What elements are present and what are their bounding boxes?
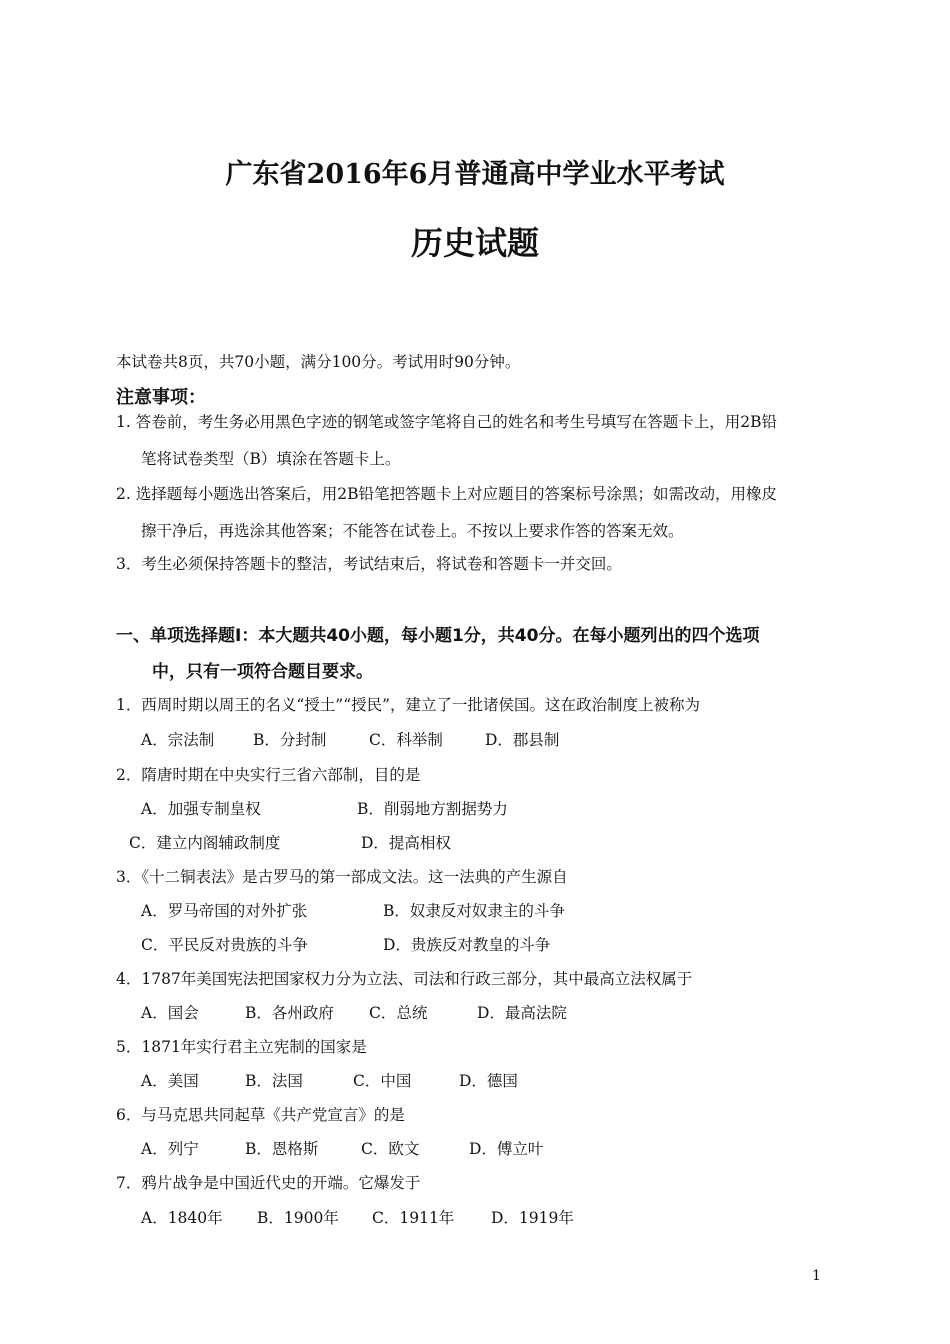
question-5-option-d: D．德国 [459,1072,518,1090]
question-6-option-a: A．列宁 [141,1140,199,1158]
question-4-option-a: A．国会 [141,1004,199,1022]
question-1-option-c: C．科举制 [369,731,443,749]
exam-title: 广东省2016年6月普通高中学业水平考试 [225,159,725,190]
question-2-option-a: A．加强专制皇权 [141,800,261,818]
question-2-stem: 2．隋唐时期在中央实行三省六部制，目的是 [116,766,421,784]
question-2-option-b: B．削弱地方割据势力 [357,800,508,818]
section-heading-line1: 一、单项选择题Ⅰ：本大题共40小题，每小题1分，共40分。在每小题列出的四个选项 [116,626,760,646]
intro-text: 本试卷共8页，共70小题，满分100分。考试用时90分钟。 [116,353,521,371]
question-4-option-d: D．最高法院 [477,1004,567,1022]
question-7-option-a: A．1840年 [141,1209,223,1227]
question-6-option-c: C．欧文 [361,1140,420,1158]
question-6-option-b: B．恩格斯 [245,1140,319,1158]
question-4-option-b: B．各州政府 [245,1004,334,1022]
notice-item-3: 3．考生必须保持答题卡的整洁，考试结束后，将试卷和答题卡一并交回。 [116,555,622,573]
notice-item-2-line2: 擦干净后，再选涂其他答案；不能答在试卷上。不按以上要求作答的答案无效。 [141,522,684,540]
notice-item-2-line1: 2. 选择题每小题选出答案后，用2B铅笔把答题卡上对应题目的答案标号涂黑；如需改动，用橡皮 [116,485,777,503]
question-5-stem: 5．1871年实行君主立宪制的国家是 [116,1038,367,1056]
question-3-option-d: D．贵族反对教皇的斗争 [383,936,551,954]
notice-item-1-line2: 笔将试卷类型（B）填涂在答题卡上。 [141,450,401,468]
question-5-option-a: A．美国 [141,1072,199,1090]
question-2-option-d: D．提高相权 [361,834,451,852]
question-7-option-b: B．1900年 [257,1209,339,1227]
question-3-option-a: A．罗马帝国的对外扩张 [141,902,308,920]
notice-heading: 注意事项： [116,387,206,408]
exam-subtitle: 历史试题 [410,224,539,262]
question-4-option-c: C．总统 [369,1004,428,1022]
question-5-option-c: C．中国 [353,1072,412,1090]
question-1-option-d: D．郡县制 [485,731,560,749]
question-1-option-b: B．分封制 [253,731,327,749]
question-6-stem: 6．与马克思共同起草《共产党宣言》的是 [116,1106,405,1124]
page-number: 1 [812,1268,821,1284]
question-3-stem: 3．《十二铜表法》是古罗马的第一部成文法。这一法典的产生源自 [116,868,568,886]
question-5-option-b: B．法国 [245,1072,303,1090]
question-3-option-b: B．奴隶反对奴隶主的斗争 [383,902,565,920]
question-4-stem: 4．1787年美国宪法把国家权力分为立法、司法和行政三部分，其中最高立法权属于 [116,970,693,988]
notice-item-1-line1: 1. 答卷前，考生务必用黑色字迹的钢笔或签字笔将自己的姓名和考生号填写在答题卡上，用2B铅 [116,413,777,431]
question-3-option-c: C．平民反对贵族的斗争 [141,936,308,954]
question-1-option-a: A．宗法制 [141,731,215,749]
question-7-stem: 7．鸦片战争是中国近代史的开端。它爆发于 [116,1174,421,1192]
question-6-option-d: D．傅立叶 [469,1140,544,1158]
section-heading-line2: 中，只有一项符合题目要求。 [152,662,373,682]
question-2-option-c: C．建立内阁辅政制度 [129,834,281,852]
question-7-option-d: D．1919年 [491,1209,574,1227]
question-7-option-c: C．1911年 [372,1209,455,1227]
question-1-stem: 1．西周时期以周王的名义“授土”“授民”，建立了一批诸侯国。这在政治制度上被称为 [116,696,701,714]
